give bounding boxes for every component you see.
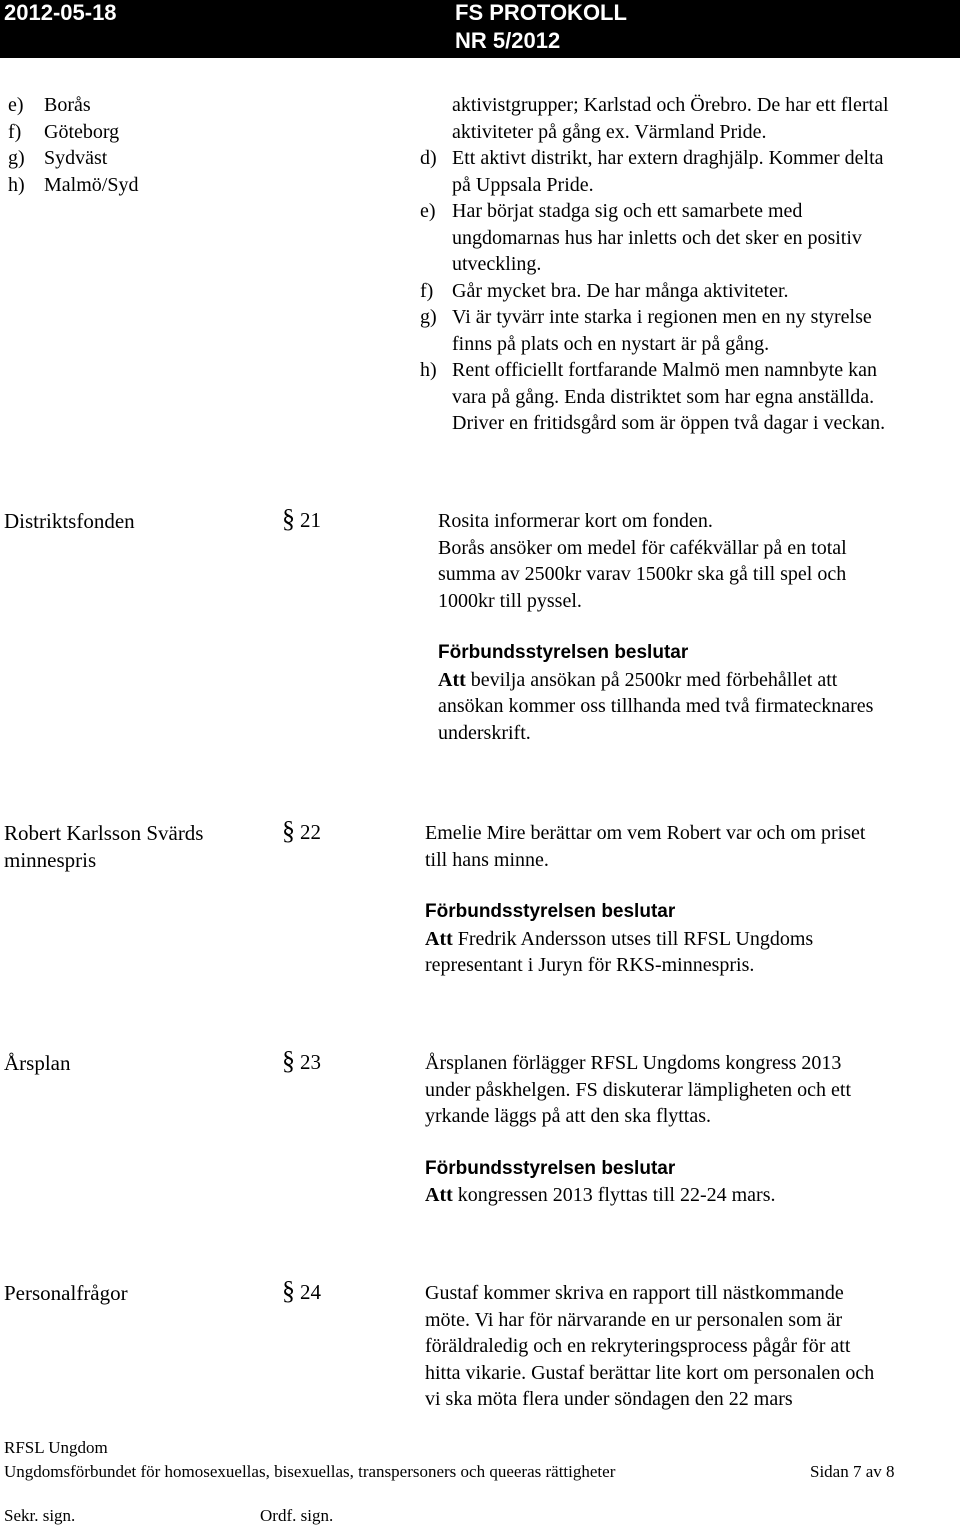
district-report: aktivistgrupper; Karlstad och Örebro. De har ett flertal aktiviteter på gång ex. Värmland Pride. d) Ett aktivt distrikt, har extern draghjälp. Kommer delta på Uppsala Pride. e) Har börjat stadga sig och ett samarbete med ungdomarnas hus har inletts och det sker en positiv utveckling. f) Går mycket bra. De har många aktiviteter. g) Vi är tyvärr inte starka i regionen men en ny styrelse finns på plats och en nystart är på gång. h) Rent officiellt fortfarande Malmö men namnbyte kan vara på gång. Enda distriktet som har egna anställda. Driver en fritidsgård som är öppen två dagar i veckan. [420, 92, 960, 437]
decision-text: Att kongressen 2013 flyttas till 22-24 mars. [425, 1184, 776, 1206]
section-title: Årsplan [4, 1051, 71, 1075]
list-item: e) Har börjat stadga sig och ett samarbete med ungdomarnas hus har inletts och det sker en positiv utveckling. [420, 200, 862, 275]
secretary-signature-label: Sekr. sign. [4, 1506, 76, 1525]
district-list [8, 92, 138, 198]
section-body: Årsplanen förlägger RFSL Ungdoms kongress 2013 under påskhelgen. FS diskuterar lämpligheten och ett yrkande läggs på att den ska flyttas. Förbundsstyrelsen beslutar Att kongressen 2013 flyttas till 22-24 mars. [425, 1050, 955, 1209]
section-body: Gustaf kommer skriva en rapport till nästkommande möte. Vi har för närvarande en ur personalen som är föräldraledig och en rekryteringsprocess pågår för att hitta vikarie. Gustaf berättar lite kort om personalen och vi ska möta flera under söndagen den 22 mars [425, 1282, 875, 1410]
footer-org: RFSL Ungdom [4, 1438, 108, 1457]
decision-text: Att Fredrik Andersson utses till RFSL Ungdoms [425, 927, 814, 950]
section-body: Emelie Mire berättar om vem Robert var och om priset till hans minne. Förbundsstyrelsen beslutar Att Fredrik Andersson utses till RFSL Ungdoms representant i Juryn för RKS-minnespris. [425, 820, 955, 979]
list-item: h) Rent officiellt fortfarande Malmö men namnbyte kan vara på gång. Enda distriktet som har egna anställda. Driver en fritidsgård som är öppen två dagar i veckan. [420, 359, 886, 434]
list-item: f) Går mycket bra. De har många aktiviteter. [420, 279, 789, 302]
section-title: Personalfrågor [4, 1281, 128, 1305]
section-number: § 21 [282, 504, 321, 533]
header-number: NR 5/2012 [455, 28, 561, 53]
decision-text: Att bevilja ansökan på 2500kr med förbehållet att [438, 668, 838, 691]
header-date: 2012-05-18 [4, 0, 117, 25]
list-item: g) Vi är tyvärr inte starka i regionen men en ny styrelse finns på plats och en nystart är på gång. [420, 306, 872, 355]
header-title: FS PROTOKOLL [455, 0, 627, 25]
section-number: § 24 [282, 1276, 321, 1305]
decision-heading: Förbundsstyrelsen beslutar [425, 1157, 676, 1179]
decision-heading: Förbundsstyrelsen beslutar [425, 901, 676, 922]
footer-org-full: Ungdomsförbundet för homosexuellas, bisexuellas, transpersoners och queeras rättigheter [4, 1462, 616, 1481]
section-title: Robert Karlsson Svärds minnespris [4, 821, 204, 872]
paragraph-sign-icon: § [282, 816, 295, 845]
footer-page-number: Sidan 7 av 8 [810, 1462, 895, 1481]
paragraph-sign-icon: § [282, 1276, 295, 1305]
paragraph-sign-icon: § [282, 1046, 295, 1075]
list-item: h) Malmö/Syd [8, 173, 139, 196]
decision-heading: Förbundsstyrelsen beslutar [438, 642, 689, 663]
list-item: g) Sydväst [8, 147, 108, 169]
list-item: f) Göteborg [8, 120, 120, 143]
section-title: Distriktsfonden [4, 509, 135, 533]
chair-signature-label: Ordf. sign. [260, 1506, 334, 1525]
list-item: e) Borås [8, 94, 91, 116]
section-body: Rosita informerar kort om fonden. Borås ansöker om medel för cafékvällar på en total summa av 2500kr varav 1500kr ska gå till spel och 1000kr till pyssel. Förbundsstyrelsen beslutar Att bevilja ansökan på 2500kr med förbehållet att ansökan kommer oss tillhanda med två firmatecknares underskrift. [438, 508, 958, 746]
section-number: § 22 [282, 816, 321, 845]
list-item: d) Ett aktivt distrikt, har extern draghjälp. Kommer delta på Uppsala Pride. [420, 147, 884, 196]
paragraph-sign-icon: § [282, 504, 295, 533]
section-number: § 23 [282, 1046, 321, 1075]
